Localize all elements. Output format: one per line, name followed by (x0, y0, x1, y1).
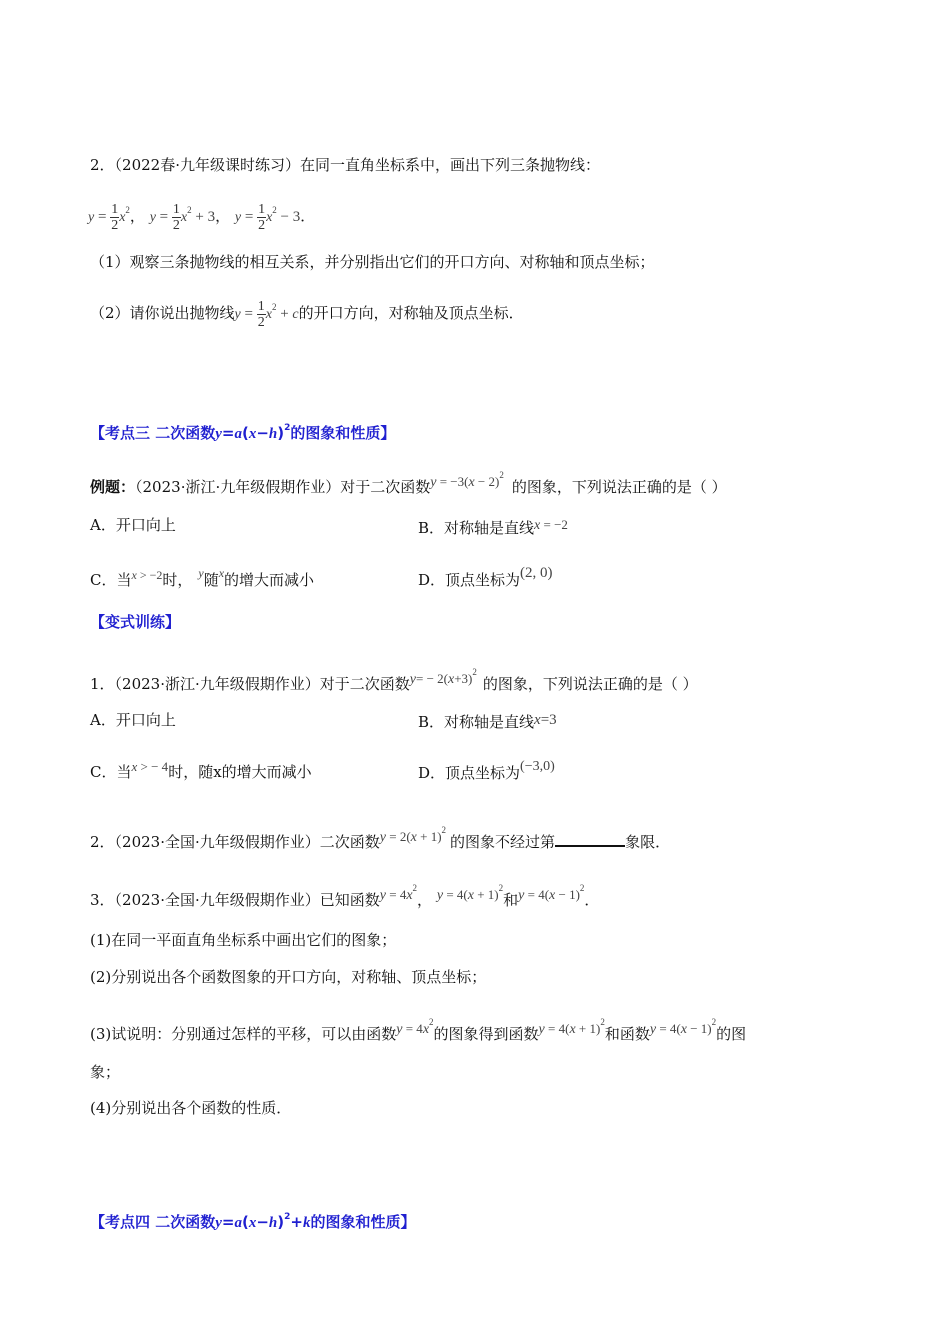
variant-q1-stem: 1．（2023·浙江·九年级假期作业）对于二次函数$y= - 2(x+3)^2$的图象，下列说法正确的是（ ） (90, 667, 698, 693)
variant-q1-option-A: A．开口向上 (90, 711, 176, 729)
eq-y-half-x2-minus3: y (234, 210, 242, 225)
example-stem: 例题：（2023·浙江·九年级假期作业）对于二次函数$y = -3(x - 2)^2$的图象，下列说法正确的是（ ） (90, 470, 727, 496)
example-option-D: D．顶点坐标为(2, 0) (418, 565, 553, 589)
section4-title: 【考点四 二次函数$y=a(x-h)^2+k$的图象和性质】 (90, 1212, 416, 1231)
variant-q1-option-D: D．顶点坐标为(−3,0) (418, 759, 555, 782)
variant-q3-sub1: (1)在同一平面直角坐标系中画出它们的图象； (90, 931, 397, 949)
q2-sub1: （1）观察三条抛物线的相互关系，并分别指出它们的开口方向、对称轴和顶点坐标； (90, 253, 655, 271)
eq-y-half-x2-plus3: y (149, 210, 156, 225)
section3-title: 【考点三 二次函数$y=a(x-h)^2$的图象和性质】 (90, 423, 396, 442)
q2-equations: y = $\frac{1}{2}$ $x^2$， y = $\frac{1}{2}$ $x^2 + 3$， y = $\frac{1}{2}$ $x^2 - 3$． (88, 201, 316, 233)
variant-q3-sub3: (3)试说明：分别通过怎样的平移，可以由函数$y = 4x^2$的图象得到函数$y = 4(x + 1)^2$和函数$y = 4(x - 1)^2$的图 (90, 1017, 747, 1043)
variant-q3-sub4: (4)分别说出各个函数的性质． (90, 1099, 292, 1117)
answer-blank (555, 833, 625, 847)
variant-q3-sub2: (2)分别说出各个函数图象的开口方向，对称轴、顶点坐标； (90, 968, 487, 986)
example-option-C: C．当$^x$ $^{> -2}$时， $^y$随$^x$的增大而减小 (90, 566, 315, 589)
variant-q3-stem: 3．（2023·全国·九年级假期作业）已知函数$y = 4x^2$， $y = 4(x + 1)^2$和$y = 4(x - 1)^2$． (90, 883, 600, 909)
variant-q1-option-C: C．当x > − 4时，随x的增大而减小 (90, 759, 312, 781)
q2-sub2: （2）请你说出抛物线y = $\frac{1}{2}$ $x^2 + c$的开口方向，对称轴及顶点坐标． (90, 298, 524, 330)
variant-q1-option-B: B．对称轴是直线x=3 (418, 712, 557, 731)
variant-title: 【变式训练】 (90, 613, 181, 631)
example-option-A: A．开口向上 (90, 516, 176, 534)
example-option-B: B．对称轴是直线x = −2 (418, 517, 568, 537)
q2-stem: 2．（2022春·九年级课时练习）在同一直角坐标系中，画出下列三条抛物线： (90, 156, 600, 174)
variant-q2: 2．（2023·全国·九年级假期作业）二次函数$y = 2(x + 1)^2$的图象不经过第 象限． (90, 825, 671, 851)
eq-y-half-x2: y (88, 210, 95, 225)
variant-q3-sub3-wrap: 象； (90, 1063, 121, 1081)
